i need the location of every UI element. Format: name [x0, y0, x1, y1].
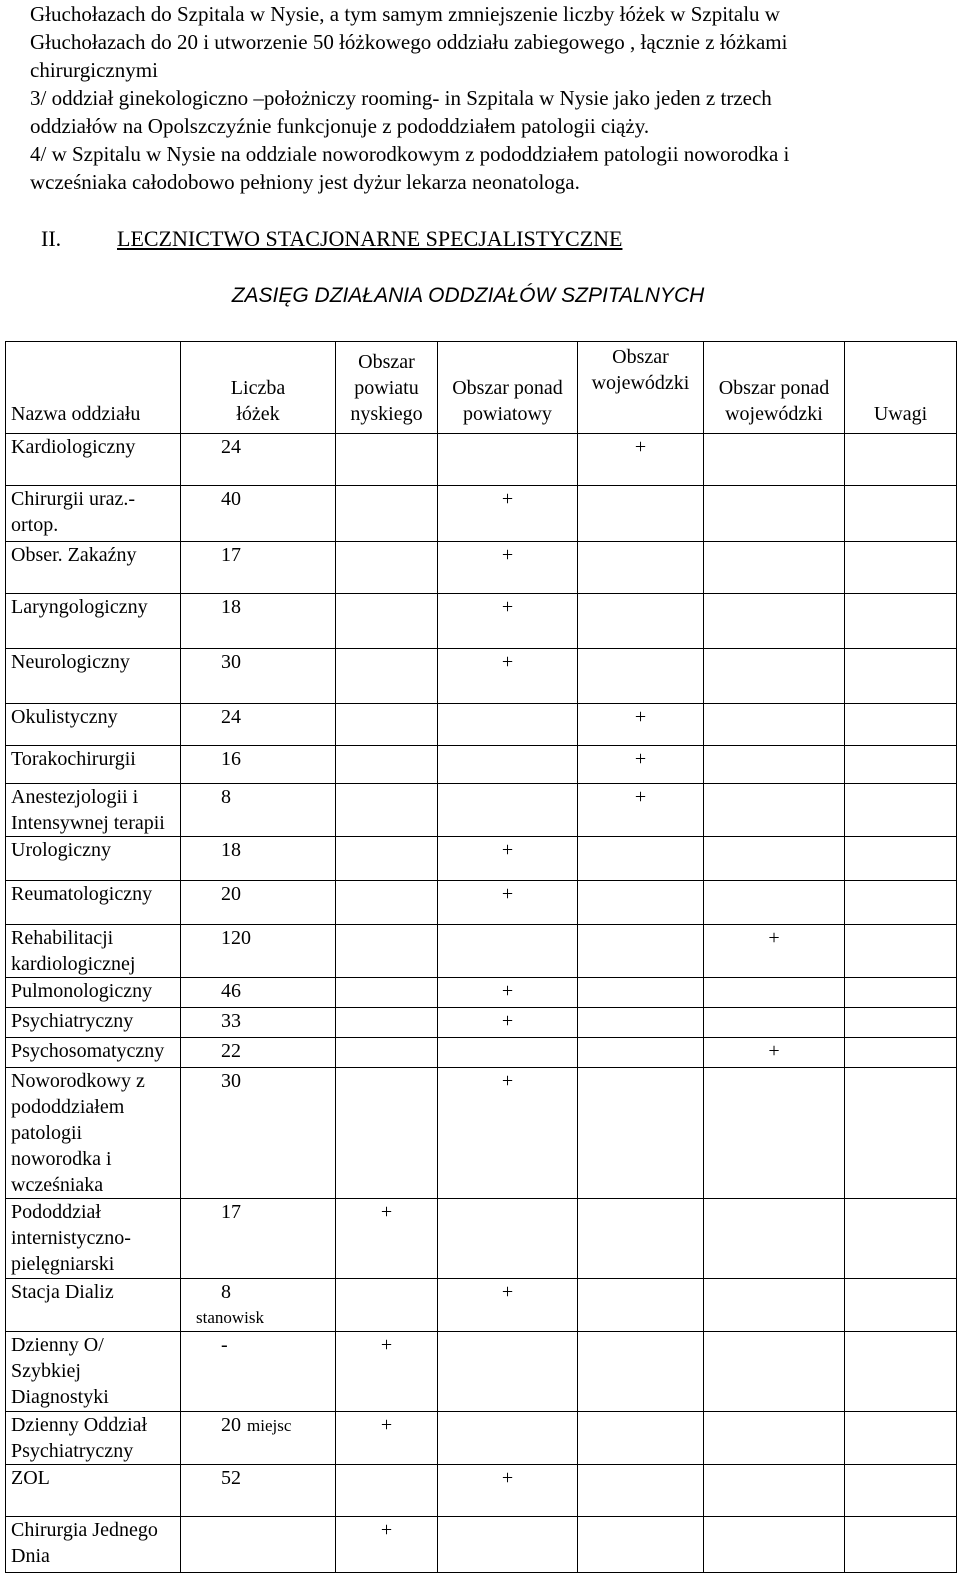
beds-value: 33	[221, 1010, 241, 1032]
area-mark: +	[501, 1010, 514, 1032]
area-cell	[704, 925, 845, 978]
ward-name: Obser. Zakaźny	[6, 542, 181, 594]
ward-beds	[181, 1008, 336, 1038]
area-cell	[845, 978, 957, 1008]
ward-name: Laryngologiczny	[6, 594, 181, 649]
beds-value: 22	[221, 1040, 241, 1062]
ward-name: Stacja Dializ	[6, 1279, 181, 1332]
table-row	[6, 1332, 957, 1412]
area-mark: +	[380, 1334, 393, 1356]
area-cell	[578, 1412, 704, 1465]
ward-beds	[181, 746, 336, 784]
area-cell	[336, 881, 438, 925]
table-row	[6, 1279, 957, 1332]
area-cell	[336, 1279, 438, 1332]
area-cell	[438, 1199, 578, 1279]
area-cell	[336, 1008, 438, 1038]
area-cell	[578, 1332, 704, 1412]
area-cell	[336, 434, 438, 486]
area-cell	[336, 649, 438, 704]
table-row	[6, 925, 957, 978]
area-cell	[704, 837, 845, 881]
beds-value: 30	[221, 651, 241, 673]
area-cell	[438, 704, 578, 746]
area-cell	[578, 704, 704, 746]
area-cell	[704, 978, 845, 1008]
ward-beds	[181, 542, 336, 594]
area-cell	[438, 881, 578, 925]
area-mark: +	[501, 1070, 514, 1092]
area-cell	[578, 542, 704, 594]
area-cell	[845, 649, 957, 704]
area-mark: +	[380, 1519, 393, 1541]
ward-beds	[181, 1279, 336, 1332]
area-cell	[578, 925, 704, 978]
area-cell	[704, 1279, 845, 1332]
area-cell	[845, 1199, 957, 1279]
ward-beds	[181, 486, 336, 542]
table-row	[6, 978, 957, 1008]
area-cell	[845, 1038, 957, 1068]
beds-value: 52	[221, 1467, 241, 1489]
header-notes: Uwagi	[845, 342, 957, 434]
area-cell	[578, 1008, 704, 1038]
ward-beds	[181, 649, 336, 704]
area-cell	[438, 1038, 578, 1068]
area-cell	[438, 784, 578, 837]
area-cell	[336, 1068, 438, 1199]
area-mark: +	[634, 786, 647, 808]
area-cell	[704, 1465, 845, 1517]
table-row	[6, 1068, 957, 1199]
area-cell	[845, 1008, 957, 1038]
area-cell	[704, 1332, 845, 1412]
ward-name: Pulmonologiczny	[6, 978, 181, 1008]
intro-line: chirurgicznymi	[30, 58, 158, 82]
area-cell	[845, 784, 957, 837]
beds-unit: stanowisk	[196, 1308, 264, 1327]
area-cell	[704, 746, 845, 784]
area-cell	[336, 542, 438, 594]
area-cell	[336, 1465, 438, 1517]
table-row	[6, 784, 957, 837]
section-title: LECZNICTWO STACJONARNE SPECJALISTYCZNE	[117, 226, 623, 251]
beds-value: 8	[221, 1281, 231, 1303]
area-cell	[578, 1199, 704, 1279]
area-mark: +	[501, 596, 514, 618]
area-mark: +	[501, 1467, 514, 1489]
area-cell	[845, 925, 957, 978]
area-cell	[845, 746, 957, 784]
intro-line: 3/ oddział ginekologiczno –położniczy rooming- in Szpitala w Nysie jako jeden z trzech	[30, 86, 772, 110]
area-mark: +	[501, 651, 514, 673]
ward-beds	[181, 1465, 336, 1517]
area-cell	[704, 594, 845, 649]
ward-beds	[181, 1412, 336, 1465]
beds-value: 16	[221, 748, 241, 770]
area-mark: +	[380, 1201, 393, 1223]
area-cell	[336, 594, 438, 649]
area-cell	[845, 1068, 957, 1199]
beds-value: 18	[221, 839, 241, 861]
beds-value: 46	[221, 980, 241, 1002]
ward-name: Rehabilitacji kardiologicznej	[6, 925, 181, 978]
area-cell	[704, 486, 845, 542]
area-mark: +	[501, 1281, 514, 1303]
beds-value: 24	[221, 436, 241, 458]
area-cell	[336, 1199, 438, 1279]
area-mark: +	[501, 544, 514, 566]
table-header-row	[6, 342, 957, 434]
beds-value: 20	[221, 883, 241, 905]
area-cell	[578, 649, 704, 704]
header-voivodeship: Obszar wojewódzki	[578, 342, 704, 434]
area-cell	[845, 594, 957, 649]
area-cell	[704, 1068, 845, 1199]
table-row	[6, 1412, 957, 1465]
ward-beds	[181, 1517, 336, 1573]
area-mark: +	[380, 1414, 393, 1436]
table-row	[6, 1465, 957, 1517]
intro-line: wcześniaka całodobowo pełniony jest dyżur lekarza neonatologa.	[30, 170, 580, 194]
ward-beds	[181, 978, 336, 1008]
beds-value: 17	[221, 1201, 241, 1223]
ward-name: Psychiatryczny	[6, 1008, 181, 1038]
beds-value: -	[221, 1334, 228, 1356]
beds-value: 20	[221, 1414, 241, 1436]
area-cell	[438, 1412, 578, 1465]
ward-name: Noworodkowy z pododdziałem patologii noworodka i wcześniaka	[6, 1068, 181, 1199]
table-row	[6, 1008, 957, 1038]
area-cell	[704, 1199, 845, 1279]
ward-beds	[181, 594, 336, 649]
area-cell	[336, 746, 438, 784]
table-row	[6, 434, 957, 486]
area-mark: +	[768, 927, 780, 949]
beds-value: 24	[221, 706, 241, 728]
beds-value: 40	[221, 488, 241, 510]
table-row	[6, 704, 957, 746]
area-cell	[578, 594, 704, 649]
beds-value: 120	[221, 927, 251, 949]
area-mark: +	[501, 488, 514, 510]
ward-beds	[181, 925, 336, 978]
area-cell	[845, 704, 957, 746]
area-mark: +	[501, 980, 514, 1002]
area-cell	[578, 1038, 704, 1068]
intro-text	[30, 0, 950, 196]
area-cell	[704, 542, 845, 594]
area-cell	[336, 978, 438, 1008]
ward-beds	[181, 837, 336, 881]
area-cell	[578, 1465, 704, 1517]
area-cell	[438, 434, 578, 486]
intro-line: 4/ w Szpitalu w Nysie na oddziale noworodkowym z pododdziałem patologii noworodka i	[30, 142, 790, 166]
area-cell	[438, 1008, 578, 1038]
area-cell	[704, 1517, 845, 1573]
area-cell	[438, 925, 578, 978]
intro-line: oddziałów na Opolszczyźnie funkcjonuje z pododdziałem patologii ciąży.	[30, 114, 650, 138]
table-row	[6, 542, 957, 594]
ward-beds	[181, 784, 336, 837]
ward-name: ZOL	[6, 1465, 181, 1517]
area-mark: +	[634, 436, 647, 458]
area-mark: +	[501, 839, 514, 861]
intro-line: Głuchołazach do Szpitala w Nysie, a tym samym zmniejszenie liczby łóżek w Szpitalu w	[30, 2, 780, 26]
section-number: II.	[41, 226, 62, 251]
area-cell	[704, 434, 845, 486]
area-cell	[704, 881, 845, 925]
ward-name: Reumatologiczny	[6, 881, 181, 925]
area-cell	[438, 1517, 578, 1573]
area-cell	[336, 1517, 438, 1573]
area-cell	[438, 1279, 578, 1332]
beds-value: 17	[221, 544, 241, 566]
header-name: Nazwa oddziału	[6, 342, 181, 434]
wards-table	[5, 341, 957, 1573]
area-cell	[578, 978, 704, 1008]
area-cell	[438, 486, 578, 542]
ward-name: Anestezjologii i Intensywnej terapii	[6, 784, 181, 837]
ward-name: Chirurgia Jednego Dnia	[6, 1517, 181, 1573]
area-cell	[438, 746, 578, 784]
area-cell	[578, 784, 704, 837]
ward-name: Pododdział internistyczno-pielęgniarski	[6, 1199, 181, 1279]
ward-name: Chirurgii uraz.-ortop.	[6, 486, 181, 542]
ward-name: Kardiologiczny	[6, 434, 181, 486]
header-beds: Liczba łóżek	[181, 342, 336, 434]
area-cell	[578, 1517, 704, 1573]
area-cell	[578, 837, 704, 881]
area-cell	[704, 1008, 845, 1038]
beds-value: 8	[221, 786, 231, 808]
area-cell	[578, 1279, 704, 1332]
area-cell	[704, 1038, 845, 1068]
area-cell	[845, 1279, 957, 1332]
beds-value: 18	[221, 596, 241, 618]
area-cell	[438, 1465, 578, 1517]
area-cell	[845, 542, 957, 594]
ward-beds	[181, 434, 336, 486]
ward-name: Psychosomatyczny	[6, 1038, 181, 1068]
area-cell	[845, 434, 957, 486]
area-cell	[578, 434, 704, 486]
ward-name: Torakochirurgii	[6, 746, 181, 784]
beds-unit: miejsc	[247, 1416, 292, 1435]
table-row	[6, 1038, 957, 1068]
area-cell	[704, 704, 845, 746]
area-cell	[336, 837, 438, 881]
table-row	[6, 881, 957, 925]
table-row	[6, 1199, 957, 1279]
ward-name: Dzienny O/ Szybkiej Diagnostyki	[6, 1332, 181, 1412]
table-row	[6, 486, 957, 542]
area-cell	[438, 1068, 578, 1199]
header-county: Obszar powiatu nyskiego	[336, 342, 438, 434]
area-cell	[336, 1038, 438, 1068]
section-subtitle	[0, 284, 960, 308]
area-mark: +	[634, 748, 647, 770]
table-row	[6, 746, 957, 784]
ward-beds	[181, 1199, 336, 1279]
ward-beds	[181, 704, 336, 746]
area-cell	[336, 784, 438, 837]
area-cell	[845, 837, 957, 881]
area-mark: +	[634, 706, 647, 728]
ward-name: Neurologiczny	[6, 649, 181, 704]
area-cell	[845, 1517, 957, 1573]
ward-beds	[181, 1038, 336, 1068]
table-row	[6, 837, 957, 881]
area-cell	[438, 594, 578, 649]
area-cell	[845, 881, 957, 925]
ward-beds	[181, 881, 336, 925]
area-cell	[845, 1412, 957, 1465]
area-cell	[336, 1332, 438, 1412]
intro-line: Głuchołazach do 20 i utworzenie 50 łóżkowego oddziału zabiegowego , łącznie z łóżkami	[30, 30, 788, 54]
area-cell	[336, 925, 438, 978]
area-cell	[845, 486, 957, 542]
beds-value: 30	[221, 1070, 241, 1092]
area-cell	[578, 1068, 704, 1199]
area-cell	[438, 1332, 578, 1412]
area-cell	[438, 837, 578, 881]
subtitle-text: ZASIĘG DZIAŁANIA ODDZIAŁÓW SZPITALNYCH	[231, 284, 705, 307]
area-cell	[704, 784, 845, 837]
area-mark: +	[501, 883, 514, 905]
area-cell	[336, 486, 438, 542]
ward-name: Okulistyczny	[6, 704, 181, 746]
ward-beds	[181, 1068, 336, 1199]
area-cell	[438, 649, 578, 704]
header-above-county: Obszar ponad powiatowy	[438, 342, 578, 434]
ward-name: Dzienny Oddział Psychiatryczny	[6, 1412, 181, 1465]
table-row	[6, 1517, 957, 1573]
area-cell	[704, 649, 845, 704]
area-cell	[704, 1412, 845, 1465]
area-mark: +	[768, 1040, 780, 1062]
header-above-voivodeship: Obszar ponad wojewódzki	[704, 342, 845, 434]
area-cell	[336, 1412, 438, 1465]
area-cell	[578, 746, 704, 784]
area-cell	[336, 704, 438, 746]
area-cell	[438, 542, 578, 594]
area-cell	[845, 1465, 957, 1517]
ward-name: Urologiczny	[6, 837, 181, 881]
area-cell	[438, 978, 578, 1008]
ward-beds	[181, 1332, 336, 1412]
area-cell	[845, 1332, 957, 1412]
table-row	[6, 649, 957, 704]
area-cell	[578, 486, 704, 542]
area-cell	[578, 881, 704, 925]
table-row	[6, 594, 957, 649]
